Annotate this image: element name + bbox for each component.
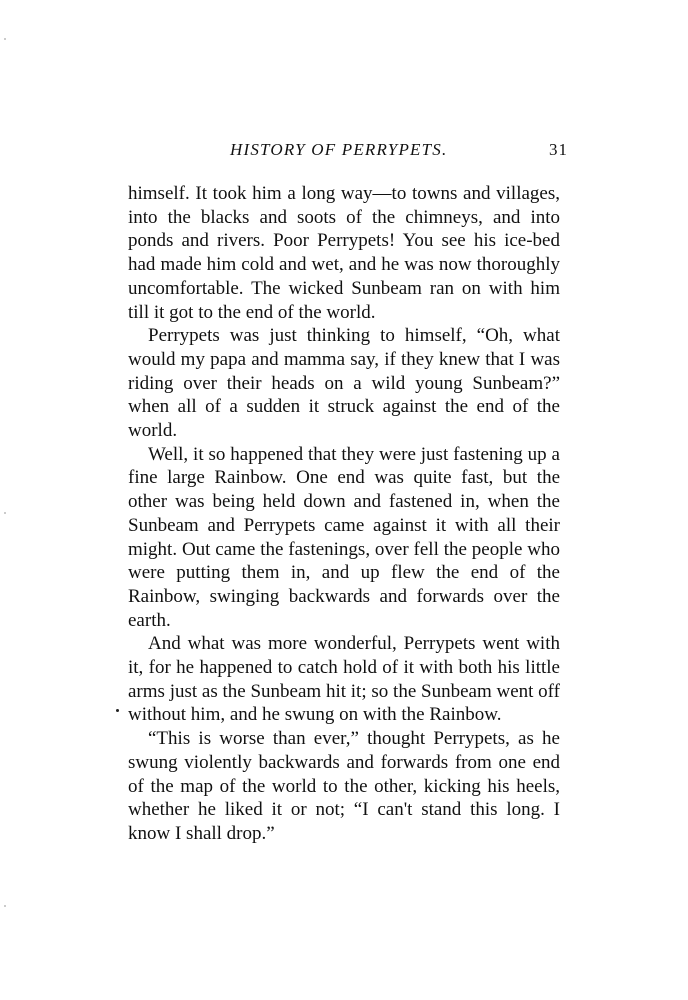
print-speck xyxy=(116,709,119,712)
paragraph: And what was more wonderful, Perrypets went with it, for he happened to catch hold of it with both his little arms just as the Sunbeam hit it; so the Sunbeam went off without him, and he swung on with the Rainbow. xyxy=(128,633,560,726)
page-number: 31 xyxy=(549,140,568,159)
running-title: HISTORY OF PERRYPETS. xyxy=(230,140,448,159)
paragraph: “This is worse than ever,” thought Perrypets, as he swung violently backwards and forwards from one end of the map of the world to the other, kicking his heels, whether he liked it or not; “I can't stand this long. I know I shall drop.” xyxy=(128,728,560,844)
paragraph: Well, it so happened that they were just fastening up a fine large Rainbow. One end was quite fast, but the other was being held down and fastened in, when the Sunbeam and Perrypets came against it with all their might. Out came the fastenings, over fell the people who were putting them in, and up flew the end of the Rainbow, swinging backwards and forwards over the earth. xyxy=(128,443,560,631)
edge-speck xyxy=(4,512,6,514)
body-text xyxy=(128,182,560,846)
paragraph-continued: himself. It took him a long way—to towns and villages, into the blacks and soots of the chimneys, and into ponds and rivers. Poor Perrypets! You see his ice-bed had made him cold and wet, and he was now thoroughly uncomfortable. The wicked Sunbeam ran on with him till it got to the end of the world. xyxy=(128,183,560,323)
paragraph: Perrypets was just thinking to himself, “Oh, what would my papa and mamma say, if they knew that I was riding over their heads on a wild young Sunbeam?” when all of a sudden it struck against the end of the world. xyxy=(128,325,560,442)
edge-speck xyxy=(4,905,6,907)
edge-speck xyxy=(4,38,6,40)
running-head xyxy=(128,140,568,166)
